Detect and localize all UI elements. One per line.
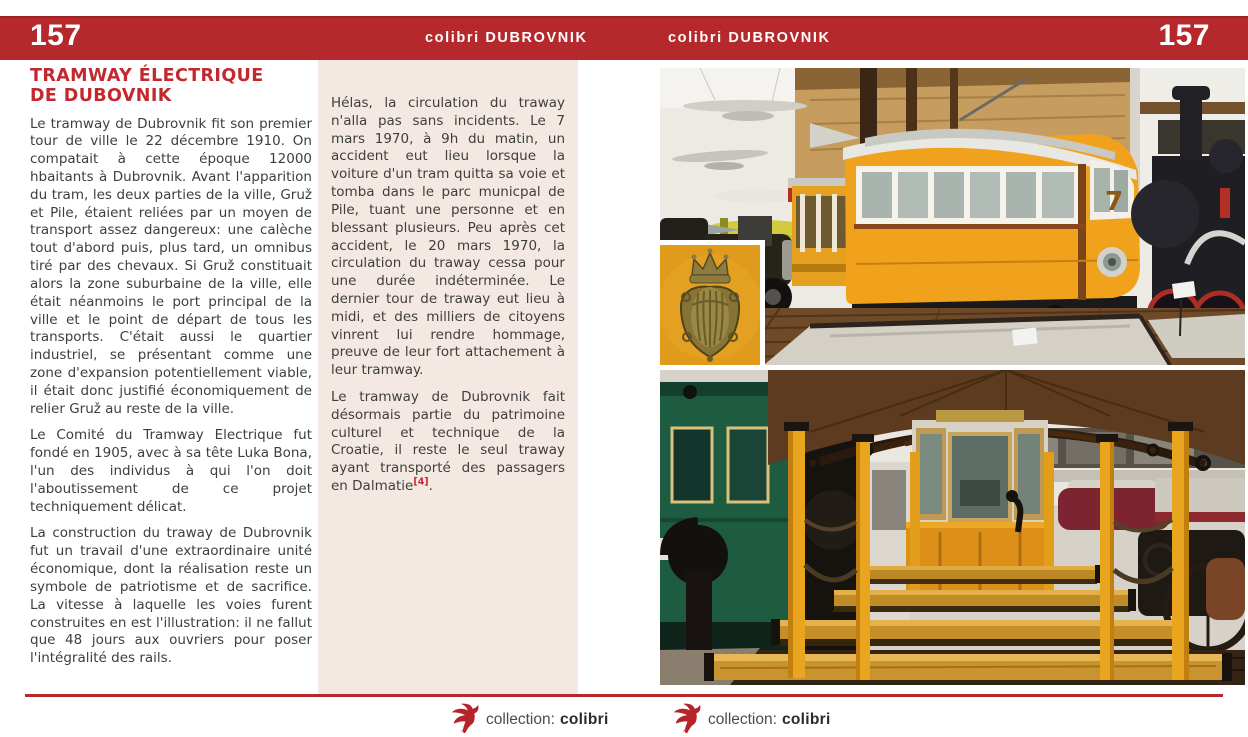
paragraph: Hélas, la circulation du traway n'alla pas sans incidents. Le 7 mars 1970, à 9h du matin, un accident eut lieu lorsque la voiture d'un tram quitta sa voie et tomba dans le parc municpal de Pile, tuant une personne et en blessant plusieurs. Peu après cet accident, le 20 mars 1970, la circulation du traway cessa pour une durée indéterminée. Le dernier tour de traway eut lieu à midi, et des milliers de citoyens vinrent lui rendre hommage, preuve de leur fort attachement à leur tramway.	[331, 95, 565, 379]
brand-name: colibri	[781, 710, 831, 728]
paragraph: Le Comité du Tramway Electrique fut fondé en 1905, avec à sa tête Luka Bona, l'un des individus à qui l'on doit l'aboutissement de ce projet techniquement délicat.	[30, 427, 312, 515]
paragraph-with-footnote	[331, 389, 565, 496]
brand-prefix: collection:	[708, 710, 777, 728]
page-number-left: 157	[30, 19, 82, 52]
collection-brand-left	[450, 701, 609, 737]
running-title-left: colibri DUBROVNIK	[425, 30, 588, 46]
footnote-reference: [4]	[413, 476, 429, 488]
tram-interior-illustration	[660, 370, 1245, 685]
photo-tram-interior	[660, 370, 1245, 685]
paragraph: Le tramway de Dubrovnik fit son premier tour de ville le 22 décembre 1910. On compatait à cette époque 12000 hbaitants à Dubrovnik. Avant l'apparition du tram, les deux parties de la ville, Gruž et Pile, étaient reliées par un moyen de transport assez dangereux: une calèche tout d'abord puis, plus tard, un omnibus tiré par des chevaux. Si Gruž constituait alors la zone suburbaine de la ville, elle était néanmoins le port principal de la ville et le point de départ de tous les transports. C'était aussi le quartier industriel, se présentant comme une zone d'expansion potentiellement viable, il était donc justifié économiquement de relier Gruž au reste de la ville.	[30, 115, 312, 417]
hummingbird-logo-icon	[450, 701, 480, 737]
article-title	[30, 66, 312, 107]
hummingbird-logo-icon	[672, 701, 702, 737]
brand-name: colibri	[559, 710, 609, 728]
article-column-middle	[331, 95, 565, 505]
brand-prefix: collection:	[486, 710, 555, 728]
paragraph: La construction du traway de Dubrovnik fut un travail d'une extraordinaire unité économique, dont la réalisation reste un symbole de patriotisme et de sacrifice. La vitesse à laquelle les voies furent construites en est l'illustration: il ne fallut que 48 jours aux ouvriers pour poser l'intégralité des rails.	[30, 525, 312, 667]
coat-of-arms-illustration	[660, 245, 760, 365]
footer-rule	[25, 694, 1223, 697]
paragraph-end: .	[428, 478, 433, 495]
article-column-left	[30, 66, 312, 677]
running-title-right: colibri DUBROVNIK	[668, 30, 831, 46]
page-number-right: 157	[1158, 19, 1210, 52]
photo-museum-tram	[660, 68, 1245, 365]
tram-number-label: 7	[1105, 187, 1124, 217]
paragraph-text: Le tramway de Dubrovnik fait désormais partie du patrimoine culturel et technique de la Croatie, il reste le seul traway ayant transporté des passagers en Dalmatie	[331, 389, 565, 495]
coat-of-arms-inset	[660, 240, 765, 365]
article-title-line2: DE DUBOVNIK	[30, 86, 172, 107]
collection-brand-right	[672, 701, 831, 737]
header-bar	[0, 16, 1248, 60]
article-title-line1: TRAMWAY ÉLECTRIQUE	[30, 66, 264, 86]
